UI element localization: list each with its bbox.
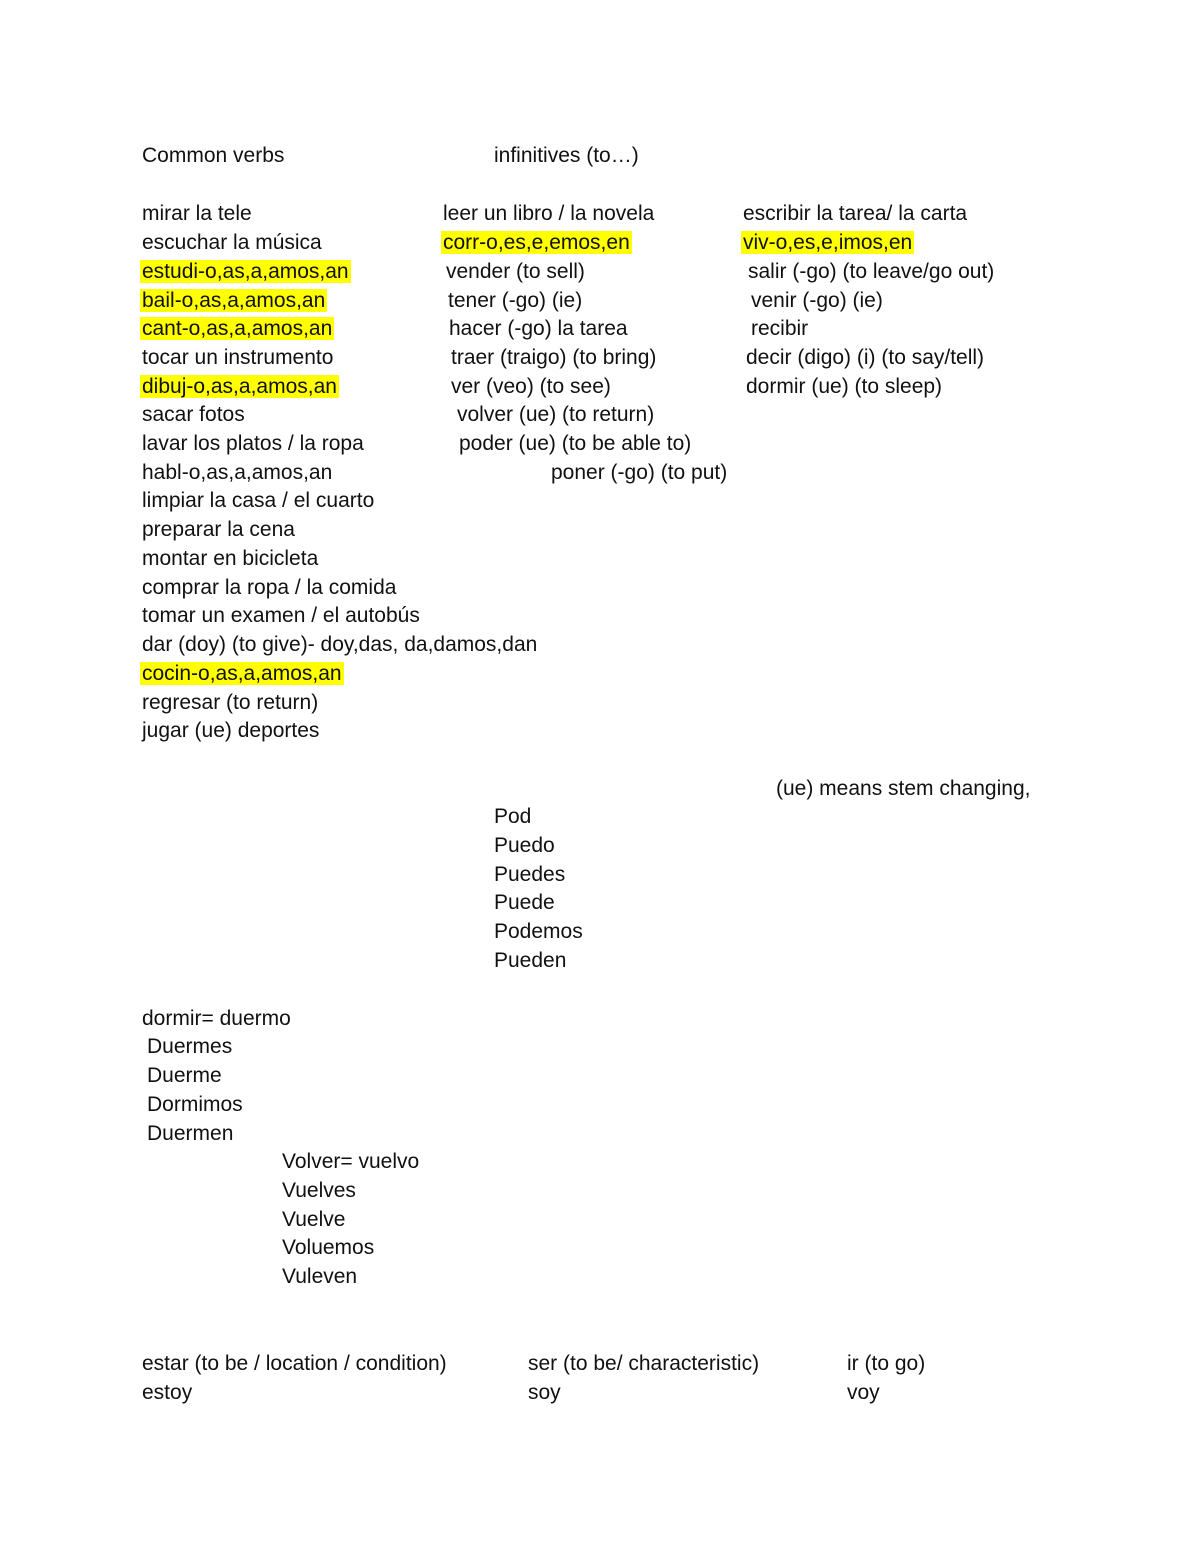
col1-item: comprar la ropa / la comida — [142, 576, 397, 599]
col1-item: regresar (to return) — [142, 691, 319, 714]
dormir-conjugation-line: Duermen — [147, 1122, 234, 1145]
col1-item: limpiar la casa / el cuarto — [142, 489, 375, 512]
col2-item: leer un libro / la novela — [443, 202, 655, 225]
ir-first-person: voy — [847, 1381, 880, 1404]
volver-conjugation-line: Vuleven — [282, 1265, 358, 1288]
col3-item-highlighted: viv-o,es,e,imos,en — [743, 231, 913, 254]
poder-conjugation-line: Pod — [494, 805, 532, 828]
volver-conjugation-line: Vuelves — [282, 1179, 356, 1202]
page-title: Common verbs — [142, 144, 285, 167]
col2-item: traer (traigo) (to bring) — [451, 346, 657, 369]
col2-item: poner (-go) (to put) — [551, 461, 728, 484]
col3-item: decir (digo) (i) (to say/tell) — [746, 346, 985, 369]
col1-item-highlighted: estudi-o,as,a,amos,an — [142, 260, 349, 283]
ser-heading: ser (to be/ characteristic) — [528, 1352, 760, 1375]
page-subtitle: infinitives (to…) — [494, 144, 639, 167]
col1-item: habl-o,as,a,amos,an — [142, 461, 333, 484]
col1-item: tomar un examen / el autobús — [142, 604, 420, 627]
col1-item-highlighted: bail-o,as,a,amos,an — [142, 289, 326, 312]
col3-item: escribir la tarea/ la carta — [743, 202, 968, 225]
col3-item: recibir — [751, 317, 809, 340]
col2-item-highlighted: corr-o,es,e,emos,en — [443, 231, 630, 254]
col2-item: poder (ue) (to be able to) — [459, 432, 692, 455]
col2-item: vender (to sell) — [446, 260, 585, 283]
poder-conjugation-line: Puedes — [494, 863, 566, 886]
col3-item: venir (-go) (ie) — [751, 289, 883, 312]
ir-heading: ir (to go) — [847, 1352, 926, 1375]
poder-conjugation-line: Podemos — [494, 920, 583, 943]
col2-item: hacer (-go) la tarea — [449, 317, 628, 340]
col1-item: jugar (ue) deportes — [142, 719, 320, 742]
estar-first-person: estoy — [142, 1381, 193, 1404]
col1-item-highlighted: dibuj-o,as,a,amos,an — [142, 375, 337, 398]
poder-conjugation-line: Pueden — [494, 949, 567, 972]
col1-item: preparar la cena — [142, 518, 295, 541]
poder-conjugation-line: Puedo — [494, 834, 555, 857]
volver-conjugation-line: Volver= vuelvo — [282, 1150, 420, 1173]
estar-heading: estar (to be / location / condition) — [142, 1352, 447, 1375]
volver-conjugation-line: Vuelve — [282, 1208, 346, 1231]
col1-item: escuchar la música — [142, 231, 322, 254]
col1-item: tocar un instrumento — [142, 346, 334, 369]
col1-item: mirar la tele — [142, 202, 252, 225]
dormir-conjugation-line: dormir= duermo — [142, 1007, 291, 1030]
col1-item: dar (doy) (to give)- doy,das, da,damos,dan — [142, 633, 538, 656]
dormir-conjugation-line: Dormimos — [147, 1093, 243, 1116]
col1-item: sacar fotos — [142, 403, 245, 426]
stem-change-note: (ue) means stem changing, — [776, 777, 1031, 800]
col2-item: volver (ue) (to return) — [457, 403, 655, 426]
poder-conjugation-line: Puede — [494, 891, 555, 914]
col1-item: montar en bicicleta — [142, 547, 319, 570]
col1-item: lavar los platos / la ropa — [142, 432, 364, 455]
col2-item: ver (veo) (to see) — [451, 375, 611, 398]
col1-item-highlighted: cant-o,as,a,amos,an — [142, 317, 333, 340]
dormir-conjugation-line: Duermes — [147, 1035, 233, 1058]
volver-conjugation-line: Voluemos — [282, 1236, 375, 1259]
dormir-conjugation-line: Duerme — [147, 1064, 222, 1087]
col3-item: dormir (ue) (to sleep) — [746, 375, 943, 398]
ser-first-person: soy — [528, 1381, 561, 1404]
col3-item: salir (-go) (to leave/go out) — [748, 260, 995, 283]
col2-item: tener (-go) (ie) — [448, 289, 583, 312]
col1-item-highlighted: cocin-o,as,a,amos,an — [142, 662, 342, 685]
